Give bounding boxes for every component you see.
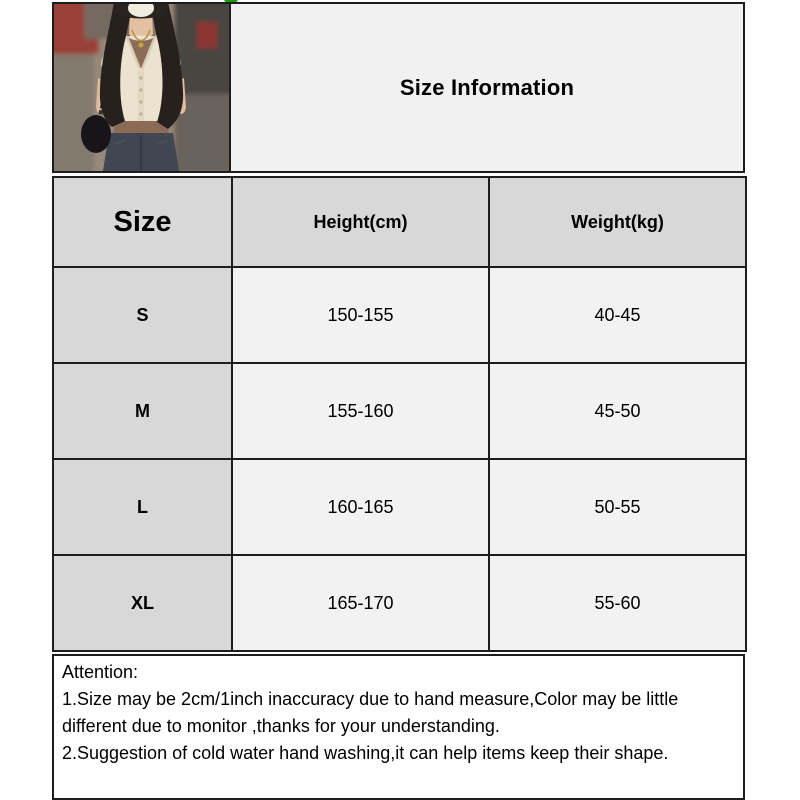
title-cell bbox=[229, 2, 745, 173]
attention-title: Attention: bbox=[62, 662, 139, 682]
weight-cell: 55-60 bbox=[489, 555, 746, 651]
product-photo-illustration bbox=[54, 4, 229, 171]
size-cell: S bbox=[53, 267, 232, 363]
column-header-weight: Weight(kg) bbox=[489, 177, 746, 267]
table-row bbox=[53, 459, 746, 555]
table-row bbox=[53, 363, 746, 459]
weight-cell: 40-45 bbox=[489, 267, 746, 363]
attention-line-2: 2.Suggestion of cold water hand washing,it can help items keep their shape. bbox=[62, 743, 669, 763]
attention-line-1: 1.Size may be 2cm/1inch inaccuracy due to hand measure,Color may be little bbox=[62, 689, 679, 709]
product-photo bbox=[52, 2, 231, 173]
column-header-height: Height(cm) bbox=[232, 177, 489, 267]
height-cell: 165-170 bbox=[232, 555, 489, 651]
attention-line-1-cont: different due to monitor ,thanks for your understanding. bbox=[62, 716, 500, 736]
size-cell: L bbox=[53, 459, 232, 555]
size-table-body bbox=[53, 267, 746, 651]
weight-cell: 45-50 bbox=[489, 363, 746, 459]
size-chart-sheet bbox=[52, 2, 745, 800]
header-row bbox=[53, 177, 746, 267]
size-cell: XL bbox=[53, 555, 232, 651]
height-cell: 150-155 bbox=[232, 267, 489, 363]
height-cell: 155-160 bbox=[232, 363, 489, 459]
attention-box bbox=[52, 654, 745, 800]
top-row bbox=[52, 2, 745, 173]
size-table-header bbox=[53, 177, 746, 267]
column-header-size: Size bbox=[53, 177, 232, 267]
table-row bbox=[53, 267, 746, 363]
page-title: Size Information bbox=[399, 74, 575, 100]
table-row bbox=[53, 555, 746, 651]
height-cell: 160-165 bbox=[232, 459, 489, 555]
size-cell: M bbox=[53, 363, 232, 459]
size-table bbox=[52, 176, 747, 652]
weight-cell: 50-55 bbox=[489, 459, 746, 555]
